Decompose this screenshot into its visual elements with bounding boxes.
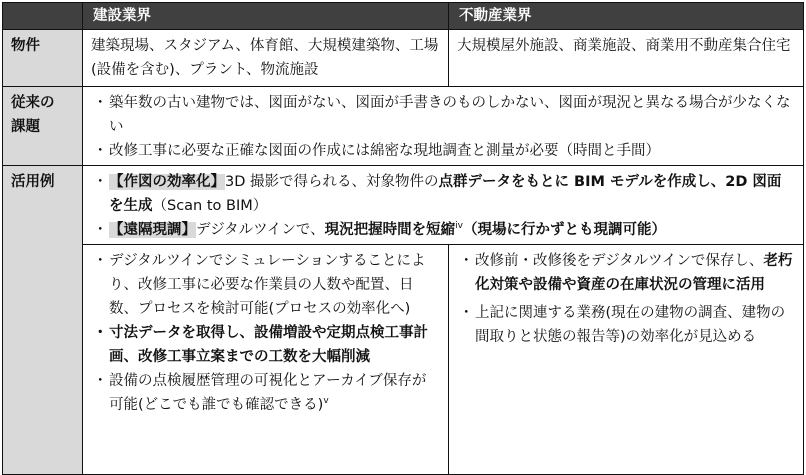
example-item: ・ 寸法データを取得し、設備増設や定期点検工事計画、改修工事立案までの工数を大幅削減 (91, 321, 440, 369)
header-real-estate: 不動産業界 (449, 3, 804, 30)
property-construction: 建築現場、スタジアム、体育館、大規模建築物、工場(設備を含む)、プラント、物流施設 (83, 30, 449, 87)
bullet: ・ (93, 95, 108, 111)
bullet: ・ (459, 305, 474, 321)
bullet: ・ (93, 222, 108, 238)
example-item: ・ デジタルツインでシミュレーションすることにより、改修工事に必要な作業員の人数や配置、日数、プロセスを検討可能(プロセスの効率化へ) (91, 249, 440, 321)
usage-item-remote: ・ 【遠隔現調】デジタルツインで、現況把握時間を短縮$^{iv}$（現場に行かずとも現調可能） (91, 218, 795, 242)
issues-content (83, 87, 804, 166)
examples-construction (83, 245, 449, 475)
issues-label: 従来の 課題 (3, 87, 83, 166)
bullet: ・ (93, 174, 108, 190)
bullet: ・ (93, 325, 108, 341)
example-item: ・ 改修前・改修後をデジタルツインで保存し、老朽化対策や設備や資産の在庫状況の管理に活用 (457, 249, 795, 297)
usage-label: 活用例 (3, 166, 83, 475)
bullet: ・ (459, 253, 474, 269)
property-row (3, 30, 804, 87)
tag-remote: 【遠隔現調】 (109, 222, 196, 238)
usage-item-drafting: ・ 【作図の効率化】3D 撮影で得られる、対象物件の点群データをもとに BIM モデルを作成し、2D 図面を生成（Scan to BIM） (91, 170, 795, 218)
example-item: ・ 設備の点検履歴管理の可視化とアーカイブ保存が可能(どこでも誰でも確認できる)$^v$ (91, 369, 440, 417)
tag-drafting: 【作図の効率化】 (109, 174, 225, 190)
property-label: 物件 (3, 30, 83, 87)
header-blank (3, 3, 83, 30)
header-construction: 建設業界 (83, 3, 449, 30)
examples-row (3, 245, 804, 475)
example-item: ・ 上記に関連する業務(現在の建物の調査、建物の間取りと状態の報告等)の効率化が見込める (457, 301, 795, 349)
issues-row (3, 87, 804, 166)
header-row (3, 3, 804, 30)
comparison-table (2, 2, 804, 475)
usage-row (3, 166, 804, 245)
property-real-estate: 大規模屋外施設、商業施設、商業用不動産集合住宅 (449, 30, 804, 87)
usage-content (83, 166, 804, 245)
issue-item: ・ 改修工事に必要な正確な図面の作成には綿密な現地調査と測量が必要（時間と手間） (91, 139, 795, 163)
bullet: ・ (93, 373, 108, 389)
issue-item: ・ 築年数の古い建物では、図面がない、図面が手書きのものしかない、図面が現況と異なる場合が少なくない (91, 91, 795, 139)
examples-real-estate (449, 245, 804, 475)
bullet: ・ (93, 143, 108, 159)
bullet: ・ (93, 253, 108, 269)
